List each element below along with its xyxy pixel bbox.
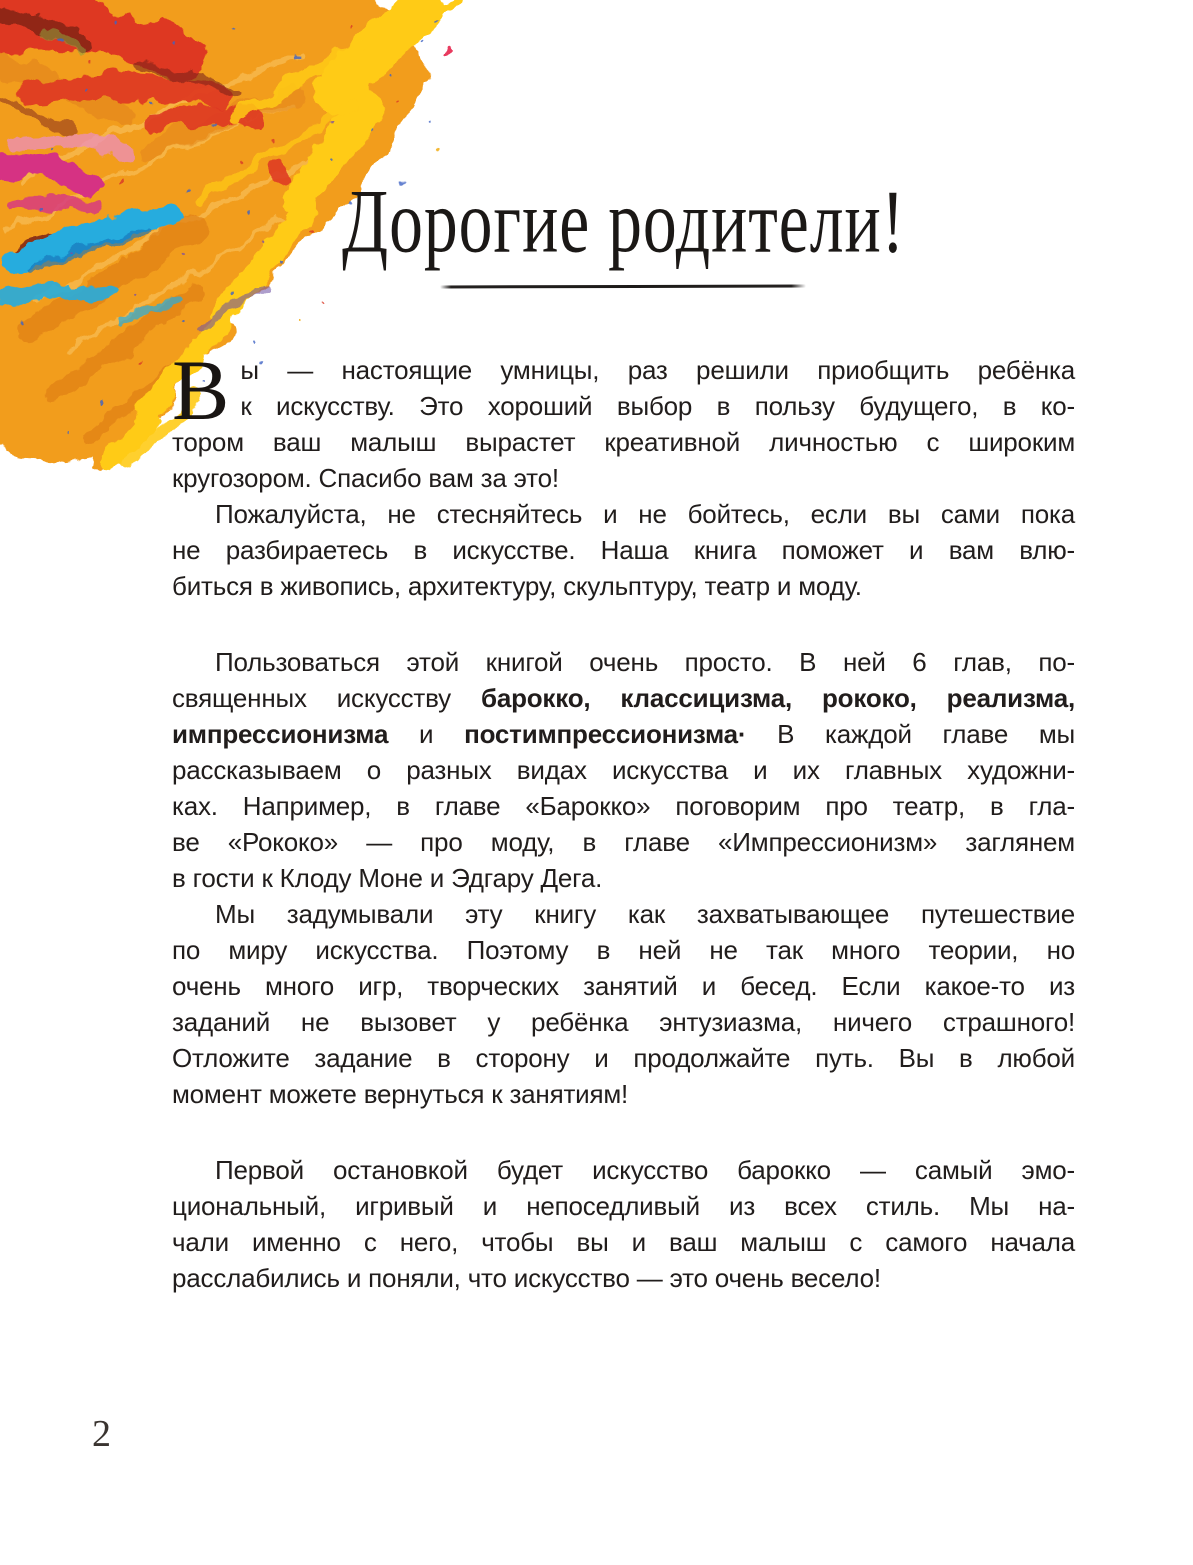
text-line: очень много игр, творческих занятий и бесед. Если какое-то из <box>172 971 1075 1001</box>
intro-paragraph-4 <box>172 896 1075 1112</box>
text-line: биться в живопись, архитектуру, скульптуру, театр и моду. <box>172 571 862 601</box>
text-line: циональный, игривый и непоседливый из всех стиль. Мы на- <box>172 1191 1075 1221</box>
text-line: момент можете вернуться к занятиям! <box>172 1079 629 1109</box>
text-line: чали именно с него, чтобы вы и ваш малыш с самого начала <box>172 1227 1075 1257</box>
text-segment: В каждой главе мы <box>746 719 1075 749</box>
text-line: ве «Рококо» — про моду, в главе «Импрессионизм» заглянем <box>172 827 1075 857</box>
text-segment-bold: постимпрессионизма· <box>464 719 747 749</box>
text-line: Мы задумывали эту книгу как захватывающее путешествие <box>215 899 1075 929</box>
title-underline <box>440 285 806 289</box>
text-line: расслабились и поняли, что искусство — это очень весело! <box>172 1263 881 1293</box>
intro-paragraph-1 <box>172 342 1075 496</box>
text-line: ках. Например, в главе «Барокко» поговорим про театр, в гла- <box>172 791 1075 821</box>
drop-cap: В <box>172 342 230 438</box>
text-line: тором ваш малыш вырастет креативной личностью с широким <box>172 427 1075 457</box>
text-line <box>172 680 1075 716</box>
text-line: Пользоваться этой книгой очень просто. В ней 6 глав, по- <box>215 647 1075 677</box>
page-number: 2 <box>92 1413 111 1455</box>
text-line: в гости к Клоду Моне и Эдгару Дега. <box>172 863 603 893</box>
text-line: Первой остановкой будет искусство барокко — самый эмо- <box>215 1155 1075 1185</box>
text-segment: и <box>388 719 465 749</box>
text-line: по миру искусства. Поэтому в ней не так много теории, но <box>172 935 1075 965</box>
text-segment: священных искусству <box>172 683 481 713</box>
text-line: ы — настоящие умницы, раз решили приобщить ребёнка <box>240 355 1075 385</box>
text-line: не разбираетесь в искусстве. Наша книга поможет и вам влю- <box>172 535 1075 565</box>
text-line: кругозором. Спасибо вам за это! <box>172 463 559 493</box>
text-line <box>172 716 1075 752</box>
page-title-text: Дорогие родители! <box>341 171 906 272</box>
page-title <box>172 170 1075 272</box>
text-line: заданий не вызовет у ребёнка энтузиазма, ничего страшного! <box>172 1007 1075 1037</box>
intro-text <box>172 342 1075 1296</box>
text-line: рассказываем о разных видах искусства и их главных художни- <box>172 755 1075 785</box>
text-segment-bold: импрессионизма <box>172 719 389 749</box>
intro-paragraph-3 <box>172 644 1075 896</box>
text-line: Отложите задание в сторону и продолжайте путь. Вы в любой <box>172 1043 1075 1073</box>
intro-paragraph-5 <box>172 1152 1075 1296</box>
text-line: к искусству. Это хороший выбор в пользу будущего, в ко- <box>240 391 1075 421</box>
text-line: Пожалуйста, не стесняйтесь и не бойтесь, если вы сами пока <box>215 499 1075 529</box>
text-segment-bold: барокко, классицизма, рококо, реализма, <box>480 683 1075 713</box>
intro-paragraph-2 <box>172 496 1075 604</box>
